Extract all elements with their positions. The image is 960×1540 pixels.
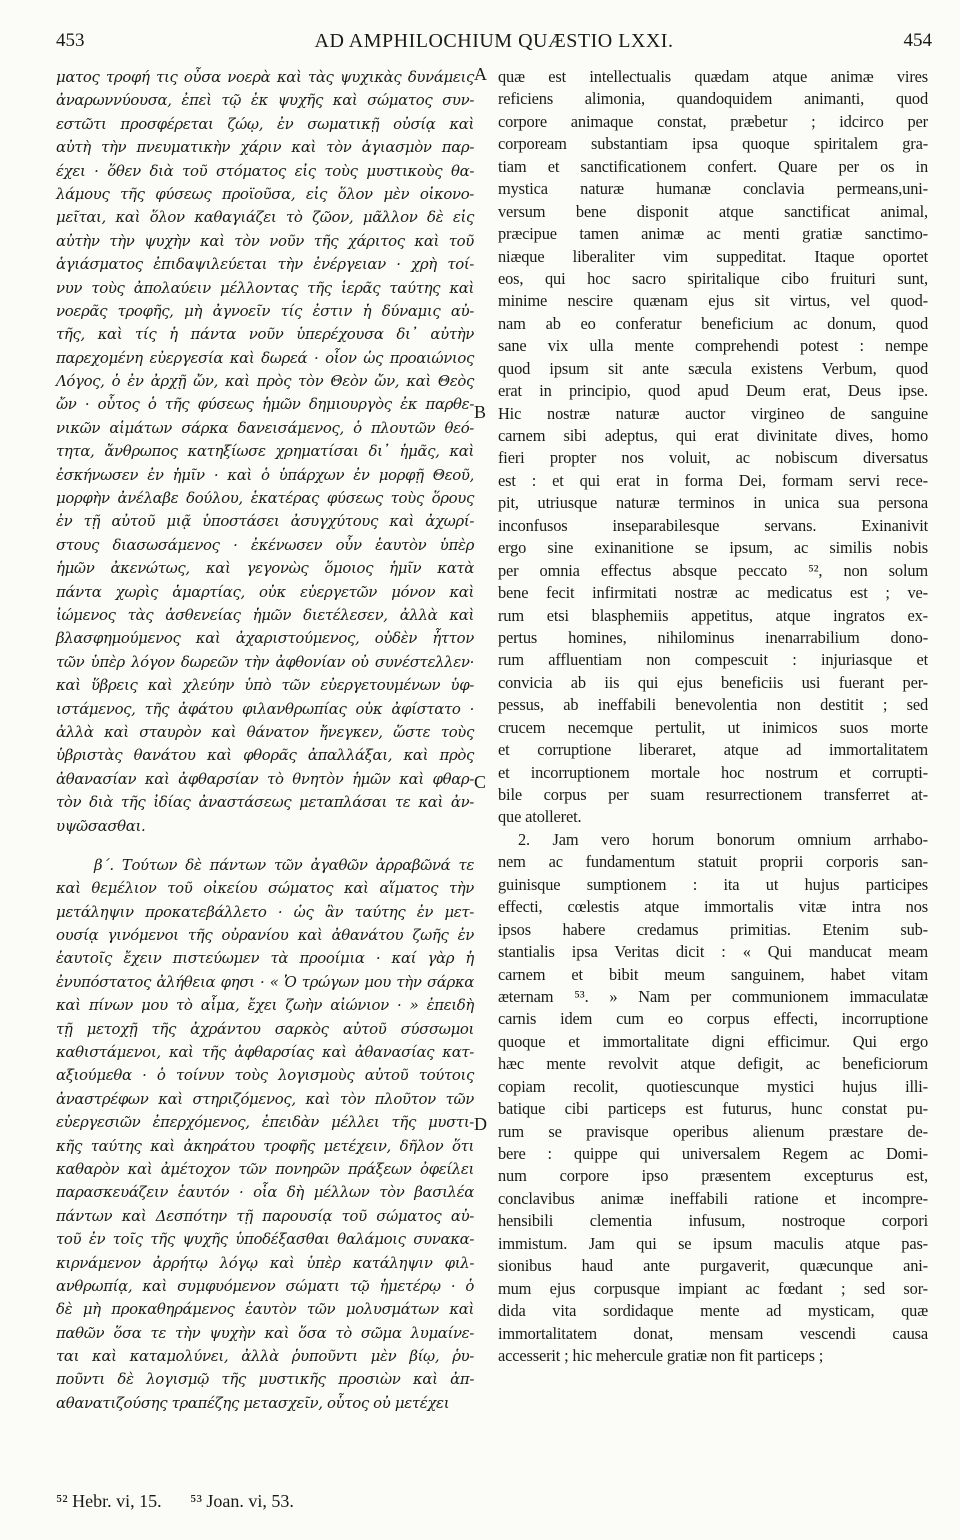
text-line: nam ab eo conferatur beneficium ac donum, quod	[498, 313, 928, 333]
text-line: que atolleret.	[498, 807, 582, 827]
text-line: ουσίᾳ γινόμενοι τῆς οὐρανίου καὶ ἀθανάτου ζωῆς ἐν	[56, 926, 474, 945]
text-line: pessus, ab ineffabili benevolentia non destitit ; sed	[498, 695, 928, 715]
text-line: niæque liberaliter vim suppeditat. Itaque oportet	[498, 246, 928, 266]
text-line: μεῖται, καὶ ὅλον καθαγιάζει τὸ ζῶον, μᾶλλον δὲ εἰς	[56, 208, 474, 227]
text-line: inconfusos inseparabilesque servans. Exinanivit	[498, 515, 928, 535]
text-line: καὶ ὕβρεις καὶ χλεύην ὑπὸ τῶν εὐεργετουμένων ὑφ-	[56, 676, 474, 695]
running-title: AD AMPHILOCHIUM QUÆSTIO LXXI.	[314, 30, 674, 52]
text-line: έχει · ὅθεν διὰ τοῦ στόματος εἰς τοὺς μυστικοὺς θα-	[56, 161, 474, 180]
text-line: mum ejus corpusque impiant ac fœdant ; sed sor-	[498, 1278, 928, 1298]
text-line: παθῶν ὅσα τε τὴν ψυχὴν καὶ ὅσα τὸ σῶμα λυμαίνε-	[56, 1323, 474, 1342]
text-line: ergo sine exinanitione se ipsum, ac similis nobis	[498, 538, 928, 558]
text-line: Λόγος, ὁ ἐν ἀρχῇ ὤν, καὶ πρὸς τὸν Θεὸν ὤν, καὶ Θεὸς	[56, 372, 474, 391]
running-header	[56, 30, 932, 60]
text-line: rum affluentiam non compescuit : injuriasque et	[498, 650, 928, 670]
text-line: ιστάμενος, τῆς ἀφάτου φιλανθρωπίας οὐκ ἀφίστατο ·	[56, 699, 474, 718]
text-line: eos, qui hoc sacro spiritalique cibo fruituri sunt,	[498, 268, 928, 288]
text-line: corpore animaque constat, præbetur ; idcirco per	[498, 111, 928, 131]
text-line: νοερᾶς τροφῆς, μὴ ἀγνοεῖν τίς ἐστιν ἡ δύναμις αὐ-	[56, 301, 474, 320]
text-line: immistum. Jam qui se ipsum maculis atque pas-	[498, 1233, 928, 1253]
text-line: εὐεργεσιῶν ἐπερχόμενος, ἐπειδὰν μέλλει τῆς μυστι-	[56, 1113, 474, 1132]
text-line: copiam recolit, quotiescunque mystici hujus illi-	[498, 1076, 928, 1096]
text-line: tiam et sanctificationem confert. Quare per os in	[498, 156, 928, 176]
text-line: παρασκευάζειν ἑαυτόν · οἷα δὴ μέλλων τὸν βασιλέα	[56, 1183, 474, 1202]
text-line: ἀθανασίαν καὶ ἀφθαρσίαν τὸ θνητὸν ἡμῶν καὶ φθαρ-	[56, 769, 474, 788]
text-line: per omnia effectus absque peccato ⁵², non solum	[498, 560, 928, 580]
text-line: corpoream substantiam ipsa quoque spiritalem gra-	[498, 134, 928, 154]
text-line: κῆς ταύτης καὶ ἀκηράτου τροφῆς μετέχειν, δῆλον ὅτι	[56, 1136, 474, 1155]
paragraph	[498, 829, 928, 1368]
text-line: νικῶν αἱμάτων σάρκα δανεισάμενος, ὁ πλουτῶν θεό-	[56, 418, 474, 437]
text-line: crucem necemque pertulit, ut inimicos suos morte	[498, 717, 928, 737]
text-line: pertus homines, nihilominus inenarrabilium dono-	[498, 627, 928, 647]
text-line: batique cibi particeps est futurus, hunc constat pu-	[498, 1099, 928, 1119]
text-line: λάμους τῆς φύσεως προϊοῦσα, εἰς ὅλον μὲν οἰκονο-	[56, 184, 474, 203]
paragraph-gap	[56, 838, 474, 854]
text-line: præcipue tamen animæ ac menti gratiæ sanctimo-	[498, 224, 928, 244]
text-line: guinisque sumptionem : ita ut hujus participes	[498, 874, 928, 894]
latin-column	[498, 66, 928, 1510]
text-line: Hic nostræ naturæ auctor virgineo de sanguine	[498, 403, 928, 423]
text-line: ανθρωπίᾳ, καὶ συμφυόμενον σώματι τῷ ἡμετέρῳ · ὁ	[56, 1276, 474, 1295]
section-marker-d: D	[474, 1114, 487, 1134]
text-line: ται καὶ καταμολύνει, ἀλλὰ ῥυποῦντι μὲν βίῳ, ῥυ-	[56, 1347, 474, 1366]
text-line: πάντα χωρὶς ἁμαρτίας, οὐκ εὐεργετῶν μόνον καὶ	[56, 582, 474, 601]
text-line: πάντων καὶ Δεσπότην τῇ παρουσίᾳ τοῦ σώματος αὐ-	[56, 1206, 474, 1225]
text-line: τῆς, καὶ τίς ἡ πάντα νοῦν ὑπερέχουσα δι᾽ αὐτὴν	[56, 325, 474, 344]
text-line: καθαρὸν καὶ ἀμέτοχον τῶν πονηρῶν πράξεων ὀφείλει	[56, 1159, 474, 1178]
text-line: carnem sibi adeptus, qui erat divinitate dives, homo	[498, 426, 928, 445]
text-line: αὐτὴν τὴν ψυχὴν καὶ τὸν νοῦν τῆς χάριτος καὶ τοῦ	[56, 231, 474, 250]
text-line: rum se pravisque operibus alienum præstare de-	[498, 1121, 928, 1141]
text-line: quoque et immortalitate digni efficimur. Qui ergo	[498, 1031, 928, 1051]
text-line: μετάληψιν προκατεβάλλετο · ὡς ἂν ταύτης ἐν μετ-	[56, 902, 474, 921]
text-line: στους διασωσάμενος · ἐκένωσεν οὖν ἑαυτὸν ὑπὲρ	[56, 535, 474, 554]
text-line: versum bene disponit atque sanctificat animal,	[498, 201, 928, 221]
footnote: ⁵³ Joan. vi, 53.	[190, 1491, 294, 1511]
text-line: ἁγιάσματος ἐπιδαψιλεύεται τὴν ἐνέργειαν · χρὴ τοί-	[56, 255, 474, 274]
text-line: reficiens alimonia, quandoquidem animanti, quod	[498, 89, 928, 109]
text-line: εστῶτι προσφέρεται ζώῳ, ἐν σωματικῇ οὐσίᾳ καὶ	[56, 114, 474, 133]
text-line: hensibili clementia infusum, nostroque corpori	[498, 1211, 928, 1231]
paragraph	[56, 854, 474, 1415]
text-line: bere : quippe qui universalem Regem ac Domi-	[498, 1144, 928, 1163]
section-marker-a: A	[474, 64, 487, 84]
text-line: conclavibus animæ ineffabili ratione et incompre-	[498, 1188, 928, 1208]
text-line: est : et qui erat in forma Dei, formam servi rece-	[498, 470, 928, 490]
text-line: ὑβριστὰς θανάτου καὶ φθορᾶς ἀπαλλάξαι, καὶ πρὸς	[56, 746, 474, 765]
text-line: rum etsi blasphemiis appetitus, atque ingratos ex-	[498, 605, 928, 625]
left-page-number: 453	[56, 30, 85, 51]
text-line: erat in principio, quod apud Deum erat, Deus ipse.	[498, 381, 928, 401]
text-line: et incorruptionem mortale hoc nostrum et corrupti-	[498, 762, 928, 782]
text-line: fieri propter nos voluit, ac nobiscum diversatus	[498, 448, 928, 468]
text-line: τητα, ἄνθρωπος κατηξίωσε χρηματίσαι δι᾽ ἡμᾶς, καὶ	[56, 442, 474, 461]
text-line: ἀλλὰ καὶ σταυρὸν καὶ θάνατον ἤνεγκεν, ὥστε τοὺς	[56, 722, 474, 741]
text-line: αξιούμεθα · ὁ τοίνυν τοὺς λογισμοὺς αὐτοῦ τούτοις	[56, 1066, 474, 1085]
text-line: τῶν ὑπὲρ λόγον δωρεῶν τὴν ἀφθονίαν οὐ συνέστελλεν·	[56, 652, 474, 671]
text-line: ἐν τῇ αὐτοῦ μιᾷ ὑποστάσει ἀσυγχύτους καὶ ἀχωρί-	[56, 512, 474, 531]
text-line: sane vix ulla mente comprehendi potest : nempe	[498, 336, 928, 356]
text-line: carnis idem cum eo corpus effecti, incorruptione	[498, 1009, 928, 1029]
text-line: μορφὴν ἀνέλαβε δούλου, ἑκατέρας φύσεως τοὺς ὅρους	[56, 489, 474, 508]
text-line: αὐτὴ τὴν πνευματικὴν χάριν καὶ τὸν ἁγιασμὸν παρ-	[56, 138, 474, 157]
section-marker-c: C	[474, 772, 487, 792]
text-line: 2. Jam vero horum bonorum omnium arrhabo-	[518, 829, 928, 849]
text-line: pit, utriusque naturæ terminos in unica sua persona	[498, 493, 928, 513]
text-line: τῇ μετοχῇ τῆς ἀχράντου σαρκὸς αὐτοῦ σύσσωμοι	[56, 1019, 474, 1038]
text-line: ipsos habere credamus primitias. Etenim sub-	[498, 919, 928, 939]
text-line: παρεχομένη εὐεργεσία καὶ δωρεά · οἷον ὡς προαιώνιος	[56, 348, 474, 367]
text-line: καθιστάμενοι, καὶ τῆς ἀφθαρσίας καὶ ἀθανασίας κατ-	[56, 1043, 474, 1062]
text-line: κιρνάμενον ἀρρήτῳ λόγῳ καὶ ὑπὲρ κατάληψιν φιλ-	[56, 1253, 474, 1272]
text-line: ματος τροφή τις οὖσα νοερὰ καὶ τὰς ψυχικὰς δυνάμεις	[56, 68, 474, 86]
paragraph	[498, 66, 928, 829]
text-line: ποῦντι δὲ λογισμῷ τῆς μυστικῆς προσιὼν καὶ ἀπ-	[56, 1370, 474, 1389]
footnote: ⁵² Hebr. vi, 15.	[56, 1491, 162, 1511]
text-line: bile corpus per suam resurrectionem transferret at-	[498, 785, 928, 804]
right-page-number: 454	[903, 30, 932, 51]
text-line: mystica naturæ humanæ conclavia permeans,uni-	[498, 179, 928, 199]
text-line: υψῶσασθαι.	[56, 816, 146, 835]
section-marker-b: B	[474, 402, 487, 422]
text-line: bene fecit infirmitati nostræ ac medicatus est ; ve-	[498, 583, 928, 603]
text-line: ἀναστρέφων καὶ στηριζόμενος, καὶ τὸν πλοῦτον τῶν	[56, 1089, 474, 1108]
text-line: num corpore ipso præsentem excepturus est,	[498, 1166, 928, 1186]
paragraph	[56, 66, 474, 838]
footnotes	[56, 1491, 474, 1512]
text-line: ἀναρωννύουσα, ἐπεὶ τῷ ἐκ ψυχῆς καὶ σώματος συν-	[56, 91, 474, 110]
text-line: αθανατιζούσης τραπέζης μετασχεῖν, οὗτος οὐ μετέχει	[56, 1393, 450, 1412]
text-line: hæc mente revolvit atque defigit, ac beneficiorum	[498, 1054, 928, 1074]
text-line: dida vita sordidaque mente ad mysticam, quæ	[498, 1301, 928, 1321]
text-line: accesserit ; hic mehercule gratiæ non fit particeps ;	[498, 1345, 824, 1365]
text-line: τὸν διὰ τῆς ἰδίας ἀναστάσεως μεταπλάσαι τε καὶ ἀν-	[56, 793, 474, 812]
text-line: carnem et bibit meum sanguinem, habet vitam	[498, 964, 928, 984]
text-line: convicia ab iis qui ejus beneficiis usi fuerant per-	[498, 672, 928, 692]
text-line: ἑαυτοῖς ἔχειν πιστεύωμεν τὰ προοίμια · καί γὰρ ἡ	[56, 949, 474, 968]
text-line: sionibus haud ante purgaverit, quæcunque ani-	[498, 1256, 928, 1276]
text-line: τοῦ ἐν τοῖς τῆς ψυχῆς ὑποδέξασθαι θαλάμοις συνακα-	[56, 1230, 474, 1249]
text-line: stantialis ipsa Veritas dicit : « Qui manducat meam	[498, 942, 928, 962]
text-line: quæ est intellectualis quædam atque animæ vires	[498, 67, 928, 86]
text-line: æternam ⁵³. » Nam per communionem immaculatæ	[498, 986, 928, 1006]
text-line: καὶ πίνων μου τὸ αἷμα, ἔχει ζωὴν αἰώνιον · » ἐπειδὴ	[56, 996, 474, 1015]
greek-column	[56, 66, 474, 1510]
text-line: καὶ θεμέλιον τοῦ οἰκείου σώματος καὶ αἵματος τὴν	[56, 879, 474, 898]
text-line: ὤν · οὗτος ὁ τῆς φύσεως ἡμῶν δημιουργὸς ἐκ παρθε-	[56, 395, 474, 414]
text-line: minime nescire quænam ejus sit virtus, vel quod-	[498, 291, 928, 311]
text-line: nem ac fundamentum statuit proprii corporis san-	[498, 852, 928, 872]
text-line: δὲ μὴ προκαθηράμενος ἑαυτὸν τῶν μολυσμάτων καὶ	[56, 1300, 474, 1319]
text-line: immortalitatem donat, mensam vescendi causa	[498, 1323, 928, 1343]
text-line: ἡμῶν ἀκενώτως, καὶ γεγονὼς ὅμοιος ἡμῖν κατὰ	[56, 559, 474, 578]
text-line: effecti, cœlestis atque immortalis vitæ intra nos	[498, 897, 928, 917]
text-line: β΄. Τούτων δὲ πάντων τῶν ἀγαθῶν ἀρραβῶνά τε	[94, 855, 474, 874]
text-line: et corruptione liberaret, atque ad immortalitatem	[498, 740, 928, 760]
text-line: quod ipsum sit ante sæcula existens Verbum, quod	[498, 358, 928, 378]
text-line: νυν τοὺς ἀπολαύειν μέλλοντας τῆς ἱερᾶς ταύτης καὶ	[56, 278, 474, 297]
text-line: ἰώμενος τὰς ἀσθενείας ἡμῶν διετέλεσεν, ἀλλὰ καὶ	[56, 605, 474, 624]
text-line: ἐσκήνωσεν ἐν ἡμῖν · καὶ ὁ ὑπάρχων ἐν μορφῇ Θεοῦ,	[56, 465, 474, 484]
text-line: βλασφημούμενος καὶ ἀχαριστούμενος, οὐδὲν ἧττον	[56, 629, 474, 648]
text-line: ἐνυπόστατος ἀλήθεια φησι · « Ὁ τρώγων μου τὴν σάρκα	[56, 972, 474, 991]
